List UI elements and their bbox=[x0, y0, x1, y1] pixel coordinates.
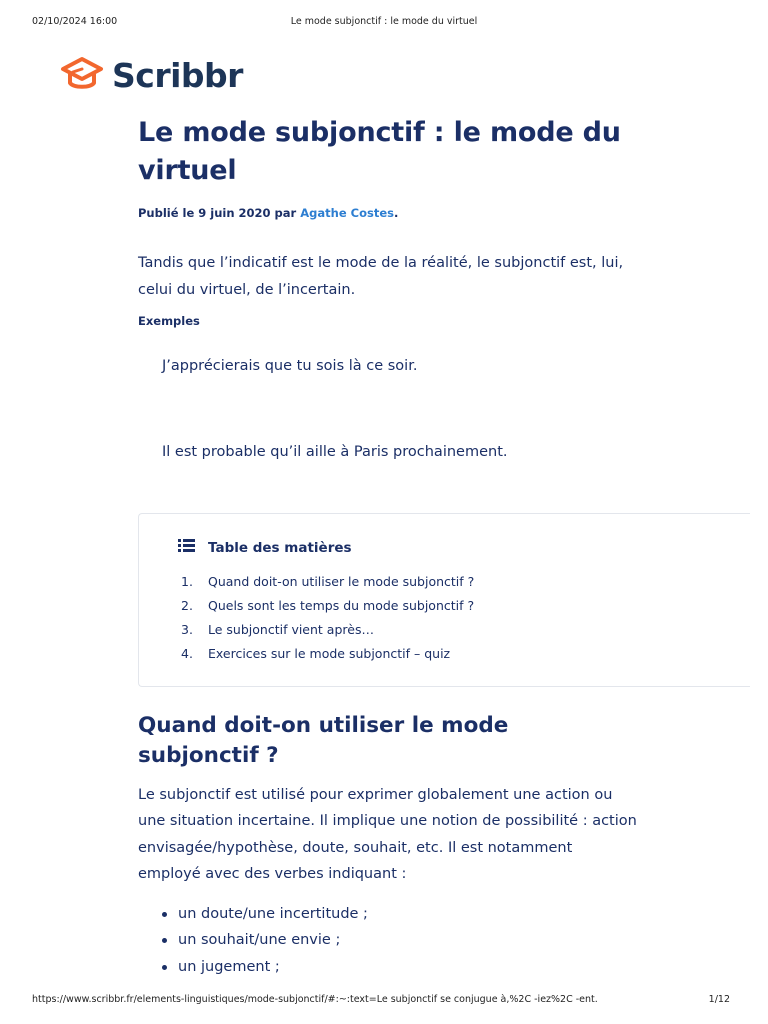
toc-item-number: 3. bbox=[181, 622, 193, 637]
scribbr-logo[interactable] bbox=[60, 54, 243, 96]
graduation-cap-icon bbox=[60, 56, 104, 94]
author-link[interactable]: Agathe Costes bbox=[300, 206, 394, 220]
toc-item[interactable] bbox=[181, 573, 474, 597]
toc-item-link[interactable]: Exercices sur le mode subjonctif – quiz bbox=[208, 646, 451, 661]
logo-text: Scribbr bbox=[112, 55, 243, 95]
toc-item-number: 2. bbox=[181, 598, 193, 613]
examples-label: Exemples bbox=[138, 314, 200, 328]
page-number: 1/12 bbox=[708, 994, 730, 1005]
toc-item-link[interactable]: Quels sont les temps du mode subjonctif ? bbox=[208, 598, 475, 613]
toc-item[interactable] bbox=[181, 621, 474, 645]
bullet-icon bbox=[162, 965, 167, 970]
toc-list bbox=[181, 573, 474, 669]
list-icon bbox=[178, 539, 195, 557]
byline-prefix: Publié le 9 juin 2020 par bbox=[138, 206, 297, 220]
list-item bbox=[138, 929, 368, 955]
toc-header bbox=[178, 539, 352, 557]
print-page-title: Le mode subjonctif : le mode du virtuel bbox=[290, 16, 478, 27]
example-sentence: J’apprécierais que tu sois là ce soir. bbox=[162, 358, 418, 374]
toc-item-link[interactable]: Quand doit-on utiliser le mode subjonctif ? bbox=[208, 574, 475, 589]
list-item bbox=[138, 903, 368, 929]
table-of-contents bbox=[138, 513, 750, 687]
list-item-text: un souhait/une envie ; bbox=[178, 932, 341, 949]
section-paragraph: Le subjonctif est utilisé pour exprimer globalement une action ou une situation incertaine. Il implique une notion de possibilité : action envisagée/hypothèse, doute, souhait, etc. Il est notamment employé avec des verbes indiquant : bbox=[138, 787, 637, 882]
bullet-icon bbox=[162, 938, 167, 943]
print-header bbox=[32, 16, 736, 30]
intro-paragraph: Tandis que l’indicatif est le mode de la réalité, le subjonctif est, lui, celui du virtuel, de l’incertain. bbox=[138, 255, 624, 298]
toc-title: Table des matières bbox=[208, 540, 352, 556]
toc-item[interactable] bbox=[181, 645, 474, 669]
print-url: https://www.scribbr.fr/elements-linguistiques/mode-subjonctif/#:~:text=Le subjonctif se conjugue à,%2C -iez%2C -ent. bbox=[32, 994, 598, 1005]
list-item-text: un doute/une incertitude ; bbox=[178, 906, 368, 922]
toc-item[interactable] bbox=[181, 597, 474, 621]
print-date: 02/10/2024 16:00 bbox=[32, 16, 118, 27]
byline-suffix: . bbox=[393, 206, 399, 220]
bullet-icon bbox=[162, 912, 167, 917]
list-item bbox=[138, 956, 368, 982]
example-sentence: Il est probable qu’il aille à Paris prochainement. bbox=[162, 444, 508, 460]
toc-item-number: 1. bbox=[181, 574, 193, 589]
bullet-list bbox=[138, 903, 368, 982]
print-footer bbox=[32, 994, 736, 1008]
toc-item-number: 4. bbox=[181, 646, 193, 661]
byline bbox=[138, 206, 398, 220]
page-title: Le mode subjonctif : le mode du virtuel bbox=[138, 117, 621, 186]
toc-item-link[interactable]: Le subjonctif vient après… bbox=[208, 622, 374, 637]
section-heading: Quand doit-on utiliser le mode subjonctif ? bbox=[138, 713, 509, 768]
list-item-text: un jugement ; bbox=[178, 958, 280, 975]
